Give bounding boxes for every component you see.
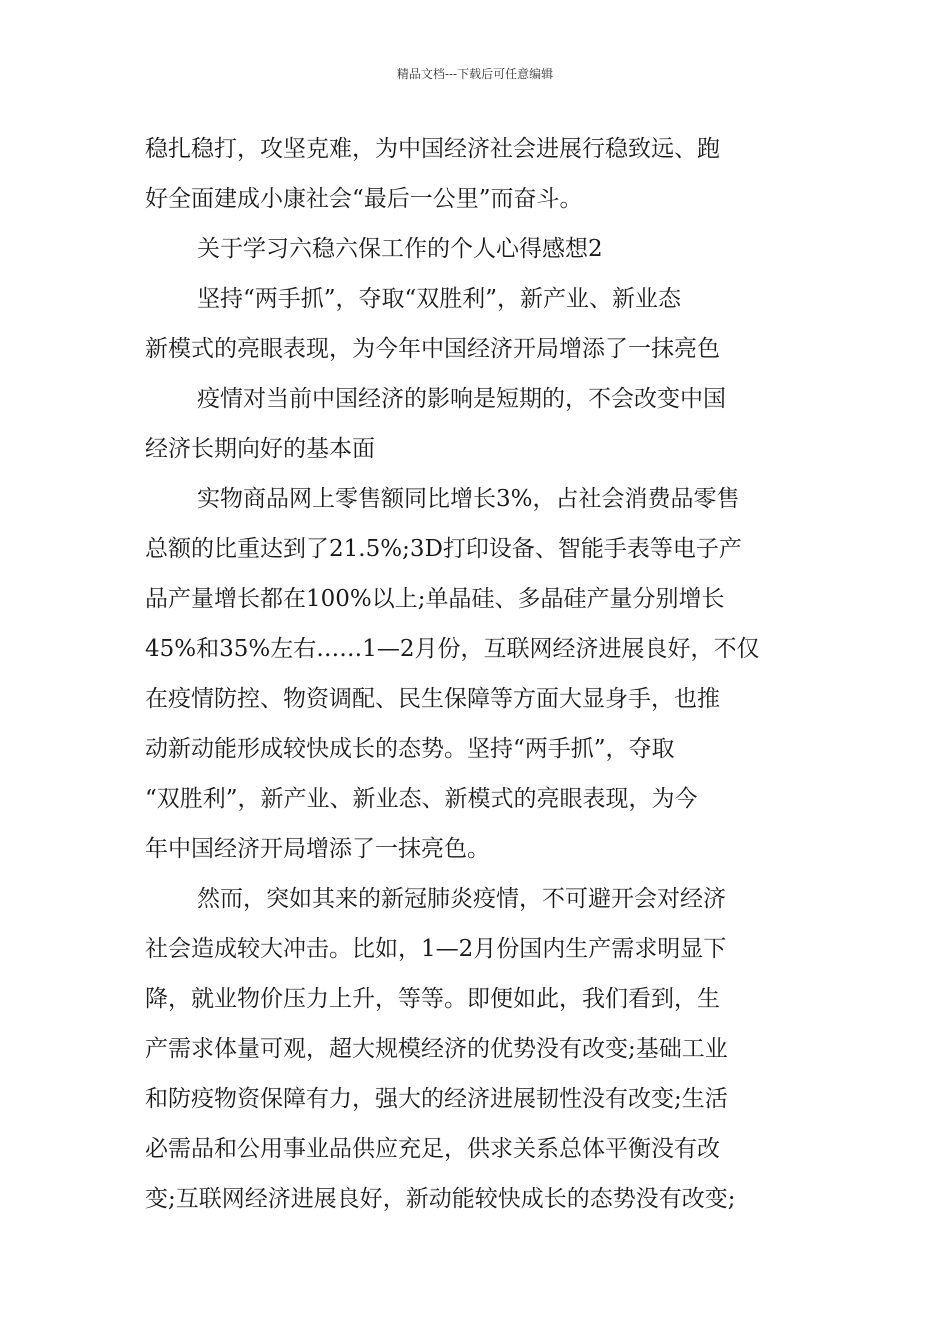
text-line: 好全面建成小康社会“最后一公里”而奋斗。 <box>145 186 583 212</box>
text-line: 稳扎稳打，攻坚克难，为中国经济社会进展行稳致远、跑 <box>145 136 720 162</box>
text-line: 坚持“两手抓”，夺取“双胜利”，新产业、新业态 <box>197 286 682 312</box>
text-line: 总额的比重达到了21.5%;3D打印设备、智能手表等电子产 <box>145 536 742 562</box>
text-line: 45%和35%左右……1—2月份，互联网经济进展良好，不仅 <box>145 636 760 662</box>
text-line: 年中国经济开局增添了一抹亮色。 <box>145 836 490 862</box>
text-line: 变;互联网经济进展良好，新动能较快成长的态势没有改变; <box>145 1186 736 1212</box>
text-line: 实物商品网上零售额同比增长3%，占社会消费品零售 <box>197 486 740 512</box>
page-header: 精品文档---下载后可任意编辑 <box>396 67 554 81</box>
text-line: 动新动能形成较快成长的态势。坚持“两手抓”，夺取 <box>145 736 675 762</box>
text-line: 必需品和公用事业品供应充足，供求关系总体平衡没有改 <box>145 1136 720 1162</box>
text-line: 产需求体量可观，超大规模经济的优势没有改变;基础工业 <box>145 1036 728 1062</box>
document-body <box>145 124 817 1224</box>
text-line: 在疫情防控、物资调配、民生保障等方面大显身手，也推 <box>145 686 720 712</box>
text-line: 品产量增长都在100%以上;单晶硅、多晶硅产量分别增长 <box>145 586 725 612</box>
text-line: 社会造成较大冲击。比如，1—2月份国内生产需求明显下 <box>145 936 727 962</box>
text-line: 疫情对当前中国经济的影响是短期的，不会改变中国 <box>197 386 726 412</box>
text-line: “双胜利”，新产业、新业态、新模式的亮眼表现，为今 <box>145 786 698 812</box>
text-line: 关于学习六稳六保工作的个人心得感想2 <box>197 236 603 262</box>
text-line: 然而，突如其来的新冠肺炎疫情，不可避开会对经济 <box>197 886 726 912</box>
text-line: 降，就业物价压力上升，等等。即便如此，我们看到，生 <box>145 986 720 1012</box>
text-line: 和防疫物资保障有力，强大的经济进展韧性没有改变;生活 <box>145 1086 728 1112</box>
text-line: 新模式的亮眼表现，为今年中国经济开局增添了一抹亮色 <box>145 336 720 362</box>
text-line: 经济长期向好的基本面 <box>145 436 375 462</box>
